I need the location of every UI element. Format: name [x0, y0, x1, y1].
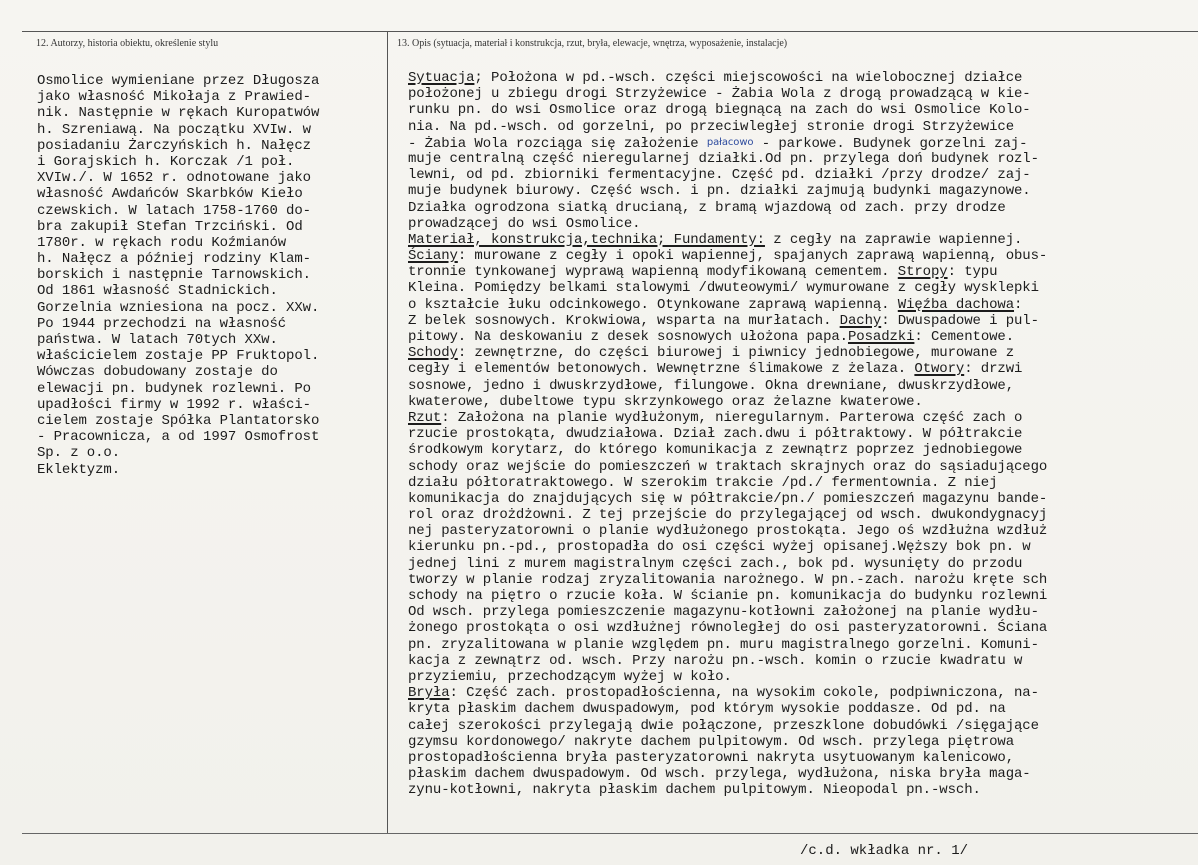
description-line — [408, 151, 1198, 167]
line-text: tworzy w planie rodzaj zryzalitowania narożnego. W pn.-zach. narożu kręte sch — [408, 571, 1048, 588]
line-text: cegły i elementów betonowych. Wewnętrzne ślimakowe z żelaza. — [408, 361, 915, 378]
history-line: i Gorajskich h. Korczak /1 poł. — [37, 153, 295, 170]
line-text: schody oraz wejście do pomieszczeń w traktach skrajnych oraz do sąsiadującego — [408, 458, 1048, 475]
description-line — [408, 475, 1198, 491]
history-line: Eklektyzm. — [37, 461, 121, 478]
description-line — [408, 556, 1198, 572]
history-line: posiadaniu Żarczyńskich h. Nałęcz — [37, 137, 311, 154]
history-line: jako własność Mikołaja z Prawied- — [37, 89, 311, 106]
description-line — [408, 264, 1198, 280]
line-text: zynu-kotłowni, nakryta płaskim dachem pulpitowym. Nieopodal pn.-wsch. — [408, 782, 981, 799]
line-text: : Część zach. prostopadłościenna, na wysokim cokole, podpiwniczona, na- — [449, 685, 1039, 702]
line-text: kwaterowe, dubeltowe typu skrzynkowego oraz żelazne kwaterowe. — [408, 393, 923, 410]
history-line: czewskich. W latach 1758-1760 do- — [37, 202, 311, 219]
description-line — [408, 200, 1198, 216]
history-line: Wówczas dobudowany zostaje do — [37, 364, 278, 381]
line-text: nej pasteryzatorowni o planie wydłużonego prostokąta. Jego oś wzdłużna wzdłuż — [408, 523, 1048, 540]
line-text: kierunku pn.-pd., prostopadła do osi części wyżej opisanej.Węższy bok pn. w — [408, 539, 1031, 556]
line-text: gzymsu kordonowego/ nakryte dachem pulpitowym. Od wsch. przylega piętrowa — [408, 733, 1015, 750]
description-line — [408, 718, 1198, 734]
line-text: działu półtoratraktowego. W szerokim trakcie /pd./ fermentownia. Z niej — [408, 474, 998, 491]
line-text: Od wsch. przylega pomieszczenie magazynu-kotłowni założonej na planie wydłu- — [408, 604, 1039, 621]
history-line: - Pracownicza, a od 1997 Osmofrost — [37, 429, 320, 446]
line-text: o kształcie łuku odcinkowego. Otynkowane zaprawą wapienną. — [408, 296, 898, 313]
line-text: Działka ogrodzona siatką drucianą, z bramą wjazdową od zach. przy drodze — [408, 199, 1006, 216]
line-text: kryta płaskim dachem dwuspadowym, pod którym wysokie poddasze. Od pd. na — [408, 701, 1006, 718]
line-text: prowadzącej do wsi Osmolice. — [408, 215, 641, 232]
description-line — [408, 491, 1198, 507]
description-line — [408, 637, 1198, 653]
history-line: właścicielem zostaje PP Fruktopol. — [37, 348, 320, 365]
line-text: całej szerokości przylegają dwie połączone, przeszklone dobudówki /sięgające — [408, 717, 1039, 734]
history-line: upadłości firmy w 1992 r. właści- — [37, 396, 311, 413]
line-text: : drzwi — [964, 361, 1023, 378]
description-line — [408, 442, 1198, 458]
line-text: rzucie prostokąta, dwudziałowa. Dział zach.dwu i półtraktowy. W półtrakcie — [408, 426, 1023, 443]
top-rule — [22, 31, 1198, 32]
line-text: pitowy. Na deskowaniu z desek sosnowych ułożona papa. — [408, 329, 848, 345]
description-line — [408, 394, 1198, 410]
continuation-note: /c.d. wkładka nr. 1/ — [800, 843, 969, 859]
section-keyword: Ściany — [408, 248, 458, 265]
section-keyword: Otwory — [914, 361, 965, 378]
description-line — [408, 701, 1198, 717]
line-text: muje budynek biurowy. Część wsch. i pn. działki zajmują budynki magazynowe. — [408, 183, 1031, 200]
description-line — [408, 280, 1198, 296]
description-line — [408, 572, 1198, 588]
line-text: nia. Na pd.-wsch. od gorzelni, po przeciwległej stronie drogi Strzyżewice — [408, 118, 1015, 135]
line-text: ; Położona w pd.-wsch. części miejscowości na wielobocznej działce — [474, 70, 1023, 86]
description-line — [408, 750, 1198, 766]
line-text: środkowym korytarz, do którego komunikacja z zewnątrz poprzez jednobiegowe — [408, 442, 1023, 459]
description-line — [408, 313, 1198, 329]
section-keyword: Więźba dachowa — [897, 296, 1015, 313]
line-text: pn. zryzalitowana w planie względem pn. muru magistralnego gorzelni. Komuni- — [408, 636, 1039, 653]
history-line: bra zakupił Stefan Trzciński. Od — [37, 218, 303, 235]
line-text: Kleina. Pomiędzy belkami stalowymi /dwuteowymi/ wymurowane z cegły wysklepki — [408, 280, 1039, 297]
line-text: żonego prostokąta o osi wzdłużnej równoległej do osi pasteryzatorowni. Ściana — [408, 620, 1048, 637]
history-line: własność Awdańców Skarbków Kieło — [37, 186, 303, 203]
right-column-header: 13. Opis (sytuacja, materiał i konstrukcja, rzut, bryła, elewacje, wnętrza, wyposażenie, instalacje) — [397, 38, 788, 49]
line-text: : — [1014, 296, 1023, 313]
line-text: położonej u zbiegu drogi Strzyżewice - Żabia Wola z drogą prowadzącą w kie- — [408, 86, 1031, 103]
section-keyword: Stropy — [897, 264, 948, 281]
description-line — [408, 588, 1198, 604]
line-text: : zewnętrzne, do części biurowej i piwnicy jednobiegowe, murowane z — [457, 345, 1015, 362]
line-text: muje centralną część nieregularnej działki.Od pn. przylega doń budynek rozl- — [408, 150, 1039, 167]
description-line — [408, 539, 1198, 555]
description-text — [408, 70, 1198, 798]
line-text: przyziemiu, przechodzącym wyżej w koło. — [408, 668, 732, 685]
line-text: prostopadłościenna bryła pasteryzatorowni nakryta usytuowanym kalenicowo, — [408, 749, 1015, 766]
bottom-rule — [22, 833, 1198, 834]
left-column-header: 12. Autorzy, historia obiektu, określenie stylu — [36, 38, 219, 49]
description-line — [408, 653, 1198, 669]
history-line: nik. Następnie w rękach Kuropatwów — [37, 105, 320, 122]
description-line — [408, 766, 1198, 782]
description-line — [408, 345, 1198, 361]
history-line: Gorzelnia wzniesiona na pocz. XXw. — [37, 299, 320, 316]
history-line: XVIw./. W 1652 r. odnotowane jako — [37, 170, 311, 187]
line-text: : Założona na planie wydłużonym, nieregularnym. Parterowa część zach o — [441, 409, 1023, 426]
description-line — [408, 135, 1198, 151]
description-line — [408, 604, 1198, 620]
description-line — [408, 378, 1198, 394]
line-text: rol oraz drożdżowni. Z tej przejście do przylegającej od wsch. dwukondygnacyj — [408, 507, 1048, 524]
line-text: płaskim dachem dwuspadowym. Od wsch. przylega, wydłużona, niska bryła maga- — [408, 766, 1031, 783]
line-text: : murowane z cegły i opoki wapiennej, spajanych zaprawą wapienną, obus- — [457, 248, 1048, 265]
section-keyword: Rzut — [408, 409, 442, 426]
history-line: Od 1861 własność Stadnickich. — [37, 283, 278, 300]
description-line — [408, 426, 1198, 442]
description-line — [408, 507, 1198, 523]
description-line — [408, 669, 1198, 685]
line-text: schody na piętro o rzucie koła. W ścianie pn. komunikacja do budynku rozlewni — [408, 588, 1048, 604]
line-text: sosnowe, jedno i dwuskrzydłowe, filungowe. Okna drewniane, dwuskrzydłowe, — [408, 377, 1015, 394]
line-text: jednej lini z murem magistralnym części zach., bok pd. wysunięty do przodu — [408, 555, 1023, 572]
description-line — [408, 685, 1198, 701]
history-line: h. Nałęcz a później rodziny Klam- — [37, 251, 311, 268]
description-line — [408, 329, 1198, 345]
description-line — [408, 216, 1198, 232]
description-line — [408, 167, 1198, 183]
description-line — [408, 86, 1198, 102]
handwritten-insert: pałacowo — [706, 136, 754, 148]
description-line — [408, 410, 1198, 426]
line-text: lewni, od pd. zbiorniki fermentacyjne. Część pd. działki /przy drodze/ zaj- — [408, 167, 1031, 184]
description-line — [408, 102, 1198, 118]
line-text: : Dwuspadowe i pul- — [881, 312, 1039, 329]
section-keyword: Bryła — [408, 685, 450, 702]
history-line: 1780r. w rękach rodu Koźmianów — [37, 234, 287, 251]
line-text: - Żabia Wola rozciąga się założenie — [408, 135, 707, 152]
description-line — [408, 459, 1198, 475]
line-text: : typu — [947, 264, 998, 281]
line-text: kacja z zewnątrz od. wsch. Przy narożu pn.-wsch. komin o rzucie kwadratu w — [408, 652, 1023, 669]
description-line — [408, 119, 1198, 135]
section-keyword: Posadzki — [847, 329, 915, 345]
line-text: komunikacja do znajdujących się w półtrakcie/pn./ pomieszczeń magazynu bande- — [408, 490, 1048, 507]
history-line: borskich i następnie Tarnowskich. — [37, 267, 311, 284]
history-line: Sp. z o.o. — [37, 445, 121, 462]
line-text: tronnie tynkowanej wyprawą wapienną modyfikowaną cementem. — [408, 264, 898, 281]
description-line — [408, 297, 1198, 313]
section-keyword: Schody — [408, 345, 458, 362]
description-line — [408, 232, 1198, 248]
line-text: runku pn. do wsi Osmolice oraz drogą biegnącą na zach do wsi Osmolice Kolo- — [408, 102, 1031, 119]
description-line — [408, 248, 1198, 264]
description-line — [408, 734, 1198, 750]
section-keyword: Dachy — [839, 312, 882, 329]
description-line — [408, 361, 1198, 377]
description-line — [408, 782, 1198, 798]
description-line — [408, 183, 1198, 199]
line-text: Z belek sosnowych. Krokwiowa, wsparta na murłatach. — [408, 312, 840, 329]
history-line: h. Szreniawą. Na początku XVIw. w — [37, 121, 311, 138]
section-keyword: Sytuacja — [408, 70, 475, 86]
line-text: : Cementowe. — [914, 329, 1015, 345]
history-text — [37, 73, 387, 478]
column-divider — [387, 31, 388, 833]
history-line: cielem zostaje Spółka Plantatorsko — [37, 412, 320, 429]
history-line: elewacji pn. budynek rozlewni. Po — [37, 380, 311, 397]
description-line — [408, 620, 1198, 636]
history-line: Osmolice wymieniane przez Długosza — [37, 73, 320, 89]
description-line — [408, 523, 1198, 539]
line-text: - parkowe. Budynek gorzelni zaj- — [753, 135, 1028, 152]
section-keyword: Materiał, konstrukcja,technika; Fundamenty: — [408, 231, 765, 248]
line-text: z cegły na zaprawie wapiennej. — [764, 231, 1023, 248]
description-line — [408, 70, 1198, 86]
history-line: Po 1944 przechodzi na własność — [37, 315, 287, 332]
history-line: państwa. W latach 70tych XXw. — [37, 332, 278, 348]
